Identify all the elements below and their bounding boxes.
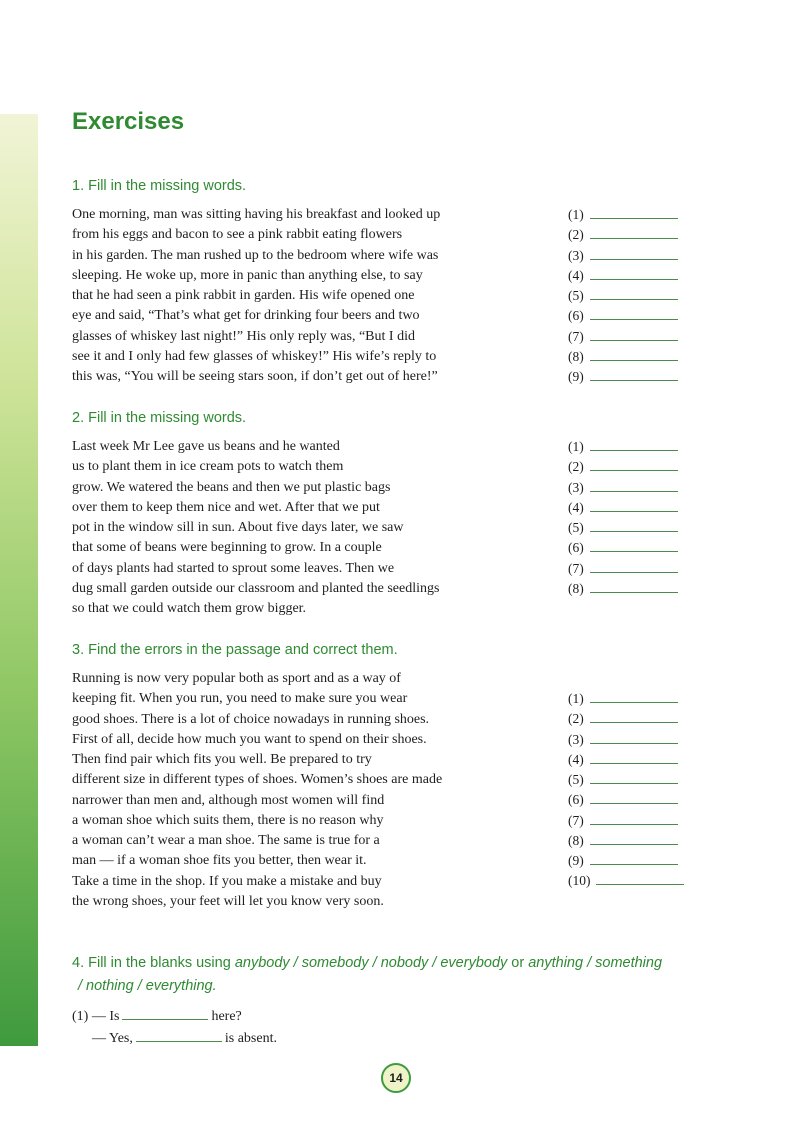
passage-line: from his eggs and bacon to see a pink rabbit eating flowers [72, 227, 403, 243]
answer-blank[interactable] [590, 753, 678, 764]
answer-number: (10) [568, 873, 591, 889]
answer-number: (3) [568, 731, 584, 747]
answer-blank[interactable] [590, 814, 678, 825]
passage-line: sleeping. He woke up, more in panic than anything else, to say [72, 267, 423, 283]
answer-number: (5) [568, 772, 584, 787]
answer-row [568, 226, 678, 244]
answer-number: (7) [568, 560, 584, 576]
exercise-4-heading-or: or [507, 955, 529, 971]
answer-blank[interactable] [590, 733, 678, 744]
answer-number: (4) [568, 267, 584, 283]
answer-blank[interactable] [590, 541, 678, 552]
answer-number: (2) [568, 711, 584, 727]
passage-line: Last week Mr Lee gave us beans and he wanted [72, 439, 340, 454]
answer-row [568, 731, 678, 749]
answer-row [568, 791, 678, 809]
passage-line: a woman can’t wear a man shoe. The same is true for a [72, 833, 380, 848]
dialog-line-2-after: is absent. [224, 1031, 277, 1046]
answer-number: (2) [568, 227, 584, 243]
answer-number: (9) [568, 853, 584, 868]
passage-line: Take a time in the shop. If you make a mistake and buy [72, 873, 382, 889]
exercise-4-words-pronouns: anybody / somebody / nobody / everybody [234, 955, 508, 971]
answer-row [568, 852, 678, 870]
passage-line: eye and said, “That’s what get for drinking four beers and two [72, 308, 420, 324]
passage-line: that some of beans were beginning to grow. In a couple [72, 540, 382, 556]
answer-blank[interactable] [122, 1009, 208, 1020]
answer-blank[interactable] [590, 440, 678, 451]
answer-number: (3) [568, 247, 584, 263]
answer-blank[interactable] [590, 834, 678, 845]
answer-number: (6) [568, 540, 584, 556]
answer-number: (9) [568, 369, 584, 384]
dialog-line-2 [92, 1030, 277, 1048]
passage-line: over them to keep them nice and wet. After that we put [72, 499, 380, 515]
answer-number: (1) [568, 439, 584, 454]
answer-row [568, 560, 678, 578]
answer-row [568, 499, 678, 517]
passage-line: One morning, man was sitting having his breakfast and looked up [72, 207, 441, 222]
answer-blank[interactable] [590, 854, 678, 865]
answer-number: (7) [568, 812, 584, 828]
answer-blank[interactable] [590, 309, 678, 320]
exercise-4-heading-prefix: 4. Fill in the blanks using [72, 955, 235, 971]
answer-blank[interactable] [590, 712, 678, 723]
passage-line: us to plant them in ice cream pots to watch them [72, 459, 344, 475]
passage-line: so that we could watch them grow bigger. [72, 601, 307, 616]
dialog-line-2-before: — Yes, [92, 1031, 133, 1046]
answer-number: (5) [568, 520, 584, 535]
passage-line: Running is now very popular both as sport and as a way of [72, 671, 401, 686]
answer-blank[interactable] [590, 692, 678, 703]
page-number-badge: 14 [381, 1063, 411, 1093]
passage-line: the wrong shoes, your feet will let you know very soon. [72, 893, 384, 909]
passage-line: that he had seen a pink rabbit in garden. His wife opened one [72, 288, 415, 303]
answer-blank[interactable] [590, 228, 678, 239]
answer-row [568, 479, 678, 497]
passage-line: a woman shoe which suits them, there is no reason why [72, 812, 384, 828]
answer-row [568, 812, 678, 830]
answer-blank[interactable] [590, 460, 678, 471]
passage-line: keeping fit. When you run, you need to make sure you wear [72, 691, 408, 707]
answer-number: (6) [568, 308, 584, 324]
answer-row [568, 771, 678, 789]
exercise-3-heading: 3. Find the errors in the passage and correct them. [72, 642, 398, 658]
exercise-4-words-things: anything / something [528, 955, 663, 971]
answer-number: (4) [568, 751, 584, 767]
passage-line: this was, “You will be seeing stars soon, if don’t get out of here!” [72, 369, 438, 384]
passage-line: good shoes. There is a lot of choice nowadays in running shoes. [72, 711, 430, 727]
passage-line: First of all, decide how much you want to spend on their shoes. [72, 731, 427, 747]
dialog-line-1-before: (1) — Is [72, 1009, 120, 1024]
passage-line: narrower than men and, although most women will find [72, 792, 385, 808]
passage-line: dug small garden outside our classroom and planted the seedlings [72, 580, 440, 596]
answer-blank[interactable] [590, 521, 678, 532]
answer-number: (7) [568, 328, 584, 344]
answer-row [568, 690, 678, 708]
answer-blank[interactable] [596, 874, 684, 885]
answer-blank[interactable] [590, 289, 678, 300]
passage-line: see it and I only had few glasses of whiskey!” His wife’s reply to [72, 348, 437, 364]
answer-row [568, 348, 678, 366]
answer-blank[interactable] [590, 330, 678, 341]
answer-blank[interactable] [590, 582, 678, 593]
passage-line: grow. We watered the beans and then we put plastic bags [72, 479, 391, 495]
answer-blank[interactable] [590, 370, 678, 381]
answer-number: (1) [568, 207, 584, 222]
answer-row [568, 247, 678, 265]
decorative-side-bar [0, 114, 38, 1046]
passage-line: Then find pair which fits you well. Be prepared to try [72, 752, 372, 767]
dialog-line-1 [72, 1008, 242, 1026]
answer-row [568, 580, 678, 598]
exercise-2-heading: 2. Fill in the missing words. [72, 410, 247, 426]
exercise-4-heading [72, 952, 662, 998]
answer-row [568, 206, 678, 224]
answer-number: (3) [568, 479, 584, 495]
answer-blank[interactable] [590, 562, 678, 573]
answer-row [568, 539, 678, 557]
passage-line: glasses of whiskey last night!” His only reply was, “But I did [72, 328, 415, 344]
answer-number: (2) [568, 459, 584, 475]
passage-line: of days plants had started to sprout some leaves. Then we [72, 560, 395, 576]
passage-line: pot in the window sill in sun. About five days later, we saw [72, 520, 404, 535]
answer-row [568, 872, 684, 890]
answer-blank[interactable] [590, 793, 678, 804]
answer-blank[interactable] [590, 269, 678, 280]
answer-blank[interactable] [590, 208, 678, 219]
answer-row [568, 458, 678, 476]
answer-row [568, 287, 678, 305]
answer-row [568, 368, 678, 386]
answer-row [568, 832, 678, 850]
page-title: Exercises [72, 108, 185, 135]
exercise-4-words-things-2: / nothing / everything. [78, 978, 217, 994]
answer-blank[interactable] [590, 249, 678, 260]
answer-row [568, 307, 678, 325]
passage-line: man — if a woman shoe fits you better, then wear it. [72, 853, 367, 869]
passage-line: in his garden. The man rushed up to the bedroom where wife was [72, 247, 439, 263]
answer-row [568, 710, 678, 728]
answer-number: (5) [568, 288, 584, 303]
answer-blank[interactable] [590, 773, 678, 784]
answer-row [568, 267, 678, 285]
answer-number: (8) [568, 580, 584, 596]
passage-line: different size in different types of shoes. Women’s shoes are made [72, 772, 443, 788]
answer-number: (6) [568, 792, 584, 808]
answer-number: (1) [568, 691, 584, 706]
answer-row [568, 328, 678, 346]
answer-row [568, 751, 678, 769]
answer-number: (8) [568, 832, 584, 848]
answer-blank[interactable] [590, 501, 678, 512]
answer-blank[interactable] [136, 1031, 222, 1042]
dialog-line-1-after: here? [211, 1009, 242, 1024]
answer-number: (4) [568, 499, 584, 515]
exercise-1-heading: 1. Fill in the missing words. [72, 178, 247, 194]
answer-row [568, 438, 678, 456]
answer-row [568, 519, 678, 537]
answer-blank[interactable] [590, 481, 678, 492]
answer-blank[interactable] [590, 350, 678, 361]
answer-number: (8) [568, 348, 584, 364]
